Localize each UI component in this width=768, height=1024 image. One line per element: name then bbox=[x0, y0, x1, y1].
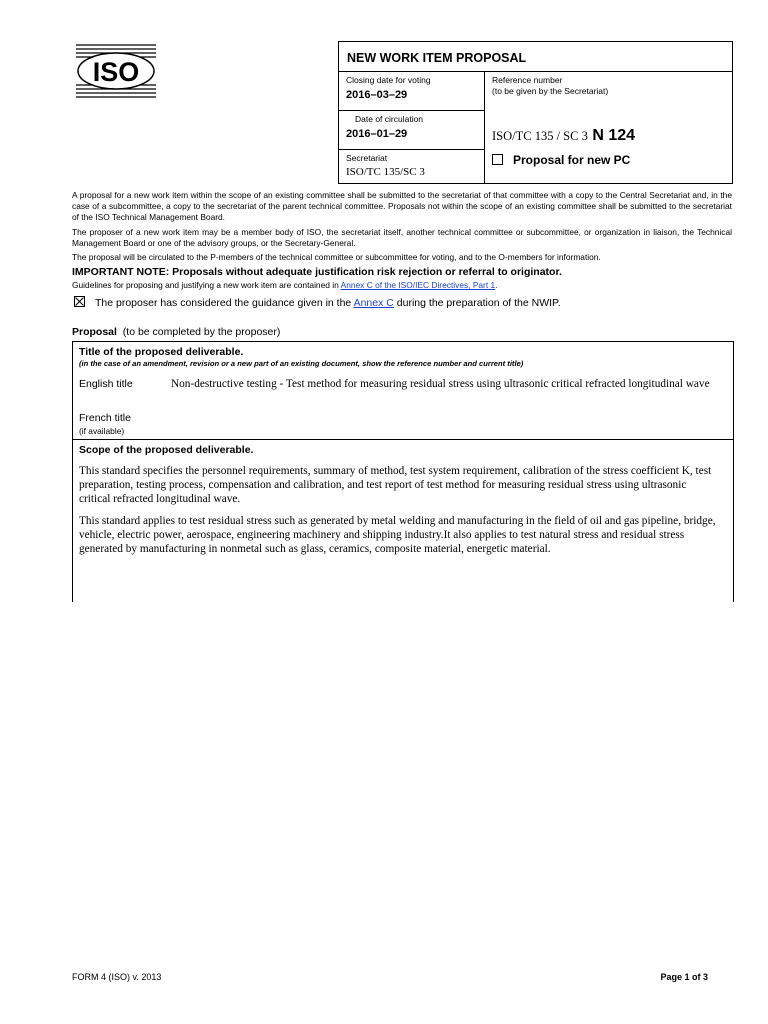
proposal-heading-row bbox=[72, 326, 280, 338]
annex-c-directives-link[interactable]: Annex C of the ISO/IEC Directives, Part 1 bbox=[340, 280, 496, 290]
divider bbox=[72, 439, 733, 440]
intro-paragraph-3: The proposal will be circulated to the P-members of the technical committee or subcommittee for voting, and to the O-members for information. bbox=[72, 252, 601, 262]
secretariat-label: Secretariat bbox=[346, 153, 388, 163]
page-number: Page 1 of 3 bbox=[660, 972, 708, 982]
form-version: FORM 4 (ISO) v. 2013 bbox=[72, 972, 162, 982]
reference-label: Reference number bbox=[492, 75, 563, 85]
guidelines-suffix: . bbox=[495, 280, 498, 290]
scope-paragraph-2: This standard applies to test residual stress such as generated by metal welding and manufacturing in the field of oil and gas pipeline, bridge, vehicle, electric power, aerospace, engineering machinery and shipping industry.It also applies to test natural stress and residual stress generated by manufacturing in nonmetal such as glass, ceramics, composite material, energetic material. bbox=[79, 515, 716, 555]
guidance-checkbox-row[interactable] bbox=[74, 296, 561, 309]
guidance-checkbox[interactable] bbox=[74, 296, 85, 307]
guidance-suffix: during the preparation of the NWIP. bbox=[393, 297, 561, 309]
french-title-note: (if available) bbox=[79, 426, 125, 436]
divider bbox=[339, 110, 484, 111]
divider bbox=[339, 149, 484, 150]
form-title: NEW WORK ITEM PROPOSAL bbox=[347, 51, 527, 65]
french-title-label: French title bbox=[79, 412, 131, 424]
secretariat-value: ISO/TC 135/SC 3 bbox=[346, 166, 425, 178]
circulation-date-value: 2016–01–29 bbox=[346, 128, 408, 140]
iso-logo bbox=[76, 42, 156, 100]
intro-paragraph-1: A proposal for a new work item within the scope of an existing committee shall be submitted to the secretariat of that committee with a copy to the Central Secretariat and, in the case of a subcommittee, a copy to the secretariat of the parent technical committee. Proposals not within the scope of an existing committee shall be submitted to the secretariat of the ISO Technical Management Board. bbox=[72, 190, 732, 222]
guidelines-line bbox=[72, 280, 498, 290]
english-title-label: English title bbox=[79, 378, 133, 390]
reference-prefix: ISO/TC 135 / SC 3 bbox=[492, 129, 588, 143]
divider bbox=[339, 71, 732, 72]
guidance-text: The proposer has considered the guidance given in the bbox=[95, 297, 354, 309]
divider bbox=[484, 71, 485, 183]
reference-number bbox=[492, 127, 635, 145]
english-title-value: Non-destructive testing - Test method for measuring residual stress using ultrasonic critical refracted longitudinal wave bbox=[171, 378, 710, 390]
title-heading: Title of the proposed deliverable. bbox=[79, 346, 244, 358]
intro-paragraph-2: The proposer of a new work item may be a member body of ISO, the secretariat itself, another technical committee or subcommittee, or organization in liaison, the Technical Management Board or one of the advisory groups, or the Secretary-General. bbox=[72, 227, 732, 248]
important-note: IMPORTANT NOTE: Proposals without adequate justification risk rejection or referral to originator. bbox=[72, 266, 562, 278]
reference-sublabel: (to be given by the Secretariat) bbox=[492, 86, 609, 96]
scope-heading: Scope of the proposed deliverable. bbox=[79, 444, 254, 456]
svg-text:ISO: ISO bbox=[92, 57, 140, 87]
new-pc-checkbox[interactable] bbox=[492, 154, 503, 165]
header-box bbox=[338, 41, 733, 184]
title-note: (in the case of an amendment, revision or a new part of an existing document, show the reference number and current title) bbox=[79, 359, 524, 368]
proposal-heading-note: (to be completed by the proposer) bbox=[122, 326, 281, 338]
new-pc-label: Proposal for new PC bbox=[513, 153, 631, 167]
proposal-heading: Proposal bbox=[72, 326, 117, 338]
guidelines-text: Guidelines for proposing and justifying a new work item are contained in bbox=[72, 280, 341, 290]
circulation-date-label: Date of circulation bbox=[355, 114, 424, 124]
reference-n-number: N 124 bbox=[592, 127, 636, 144]
new-pc-option[interactable] bbox=[492, 153, 630, 167]
closing-date-label: Closing date for voting bbox=[346, 75, 431, 85]
scope-paragraph-1: This standard specifies the personnel requirements, summary of method, test system requirement, calibration of the stress coefficient K, test preparation, testing process, compensation and calibration, and test report of test method for measuring residual stress using ultrasonic critical refracted longitudinal wave. bbox=[79, 465, 712, 505]
annex-c-link[interactable]: Annex C bbox=[353, 297, 394, 309]
closing-date-value: 2016–03–29 bbox=[346, 89, 408, 101]
